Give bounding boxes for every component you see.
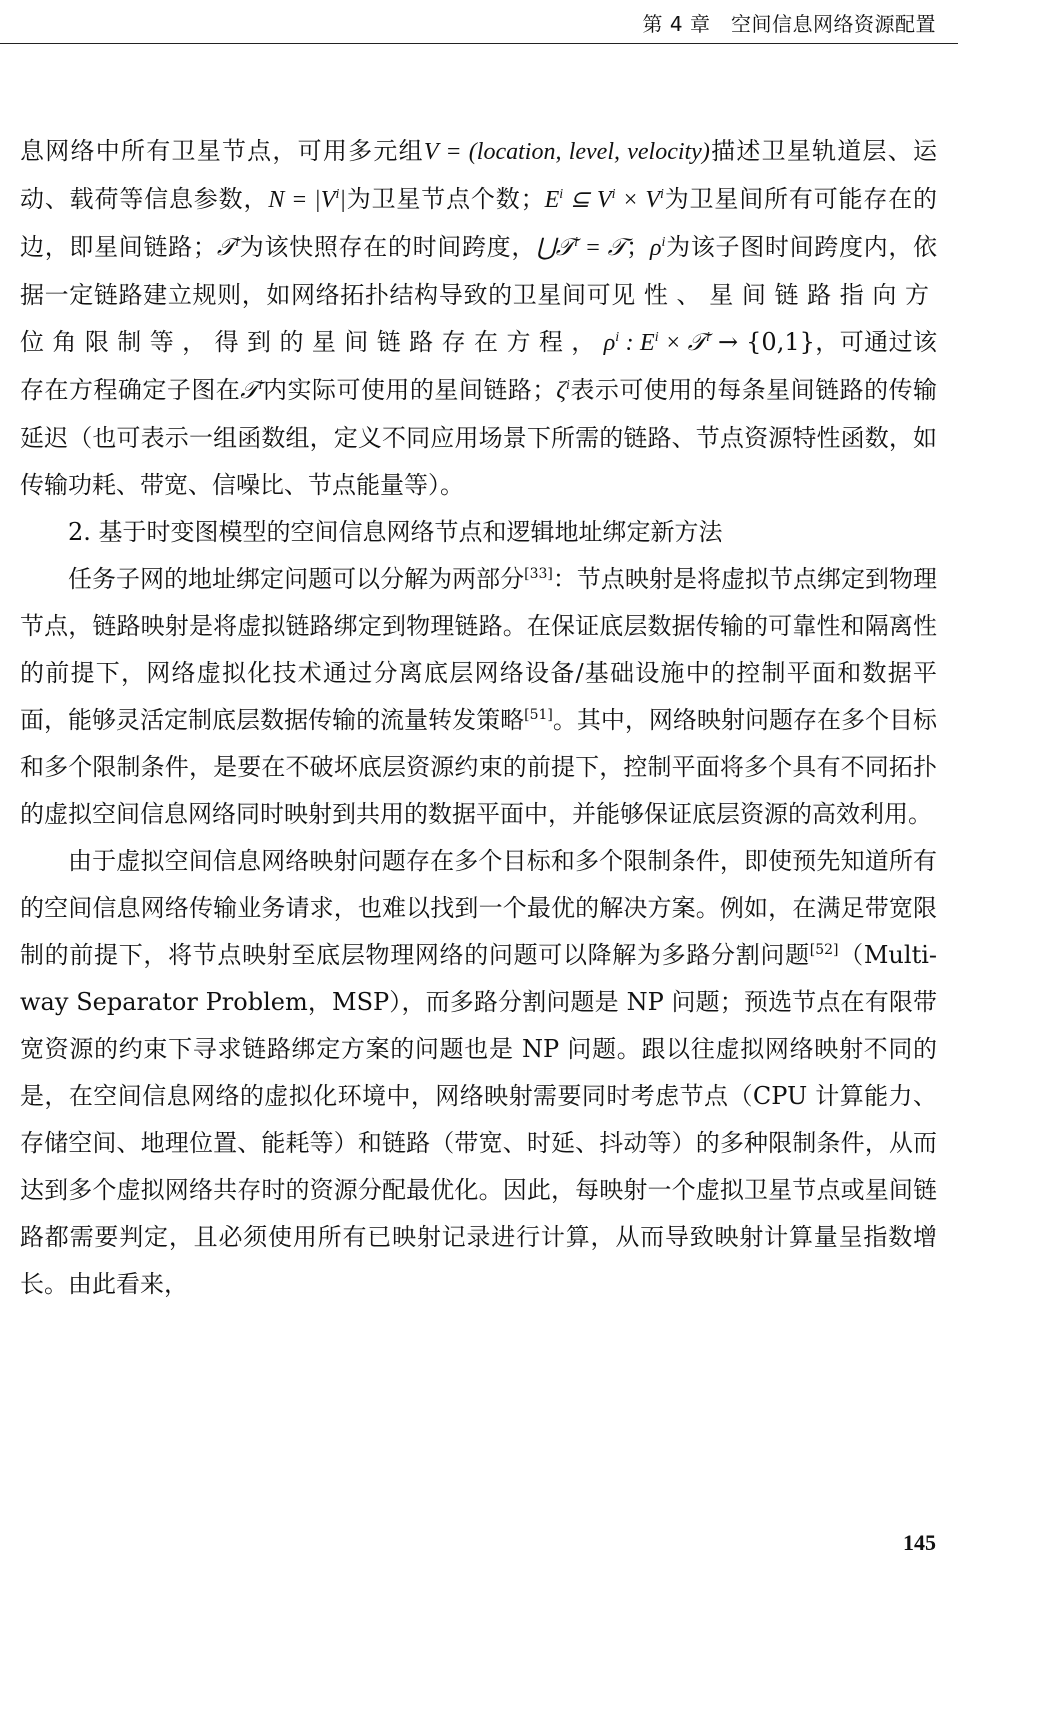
math-subset: ⊆ V <box>563 187 612 213</box>
text-run: 为卫星节点个数； <box>345 185 545 213</box>
math-eq: = 𝒯 <box>578 235 627 261</box>
text-run: 由于虚拟空间信息网络映射问题存在多个目标和多个限制条件，即使预先知道所有的空间信息网络传输业务请求，也难以找到一个最优的解决方案。例如，在满足带宽限制的前提下，将节点映射至底层物理网络的问题可以降解为多路分割问题 <box>20 847 937 969</box>
math-sup: i <box>574 235 579 250</box>
text-run: 内实际可使用的星间链 <box>262 376 508 404</box>
math-sup: i <box>235 235 240 250</box>
math-times-t: × 𝒯 <box>658 330 707 356</box>
math-t: 𝒯 <box>240 378 259 404</box>
math-sup: i <box>615 330 620 345</box>
math-e: E <box>544 187 560 213</box>
text-run: 描述卫星轨道 <box>709 137 863 165</box>
math-sup: i <box>611 187 616 202</box>
text-run: 息网络中所有卫星节点，可用多元组 <box>20 137 424 165</box>
text-run: 表示可使用的每条星间链路的传输延迟（也可表示一组函数组，定义不 <box>20 376 938 452</box>
math-times: × V <box>615 187 660 213</box>
text-run: 任务子网的地址绑定问题可以分解为两部分 <box>68 565 525 593</box>
citation: [51] <box>524 707 553 723</box>
math-sup: i <box>654 330 659 345</box>
paragraph-continued <box>20 128 937 509</box>
running-header <box>0 0 958 44</box>
math-sup: i <box>566 378 570 393</box>
text-run: 路； <box>507 376 557 404</box>
text-run: 该子图时间跨度内，依据一定链路建立规则，如网络拓扑结构导致的卫星间可 <box>20 233 938 309</box>
text-run: 节点能量等）。 <box>308 471 464 499</box>
math-sup: i <box>659 187 664 202</box>
text-run: 有可能存在的边，即星间链路； <box>20 185 938 261</box>
page-body <box>20 128 937 1308</box>
text-run: 为 <box>665 233 691 261</box>
math-set: → {0,1} <box>709 328 815 356</box>
text-run: ； <box>626 233 651 261</box>
text-run: ：节点映射是将虚拟节点绑定到物理节点，链路映射是将虚拟链路绑定到物理链路。在保证底层数据传输的可靠性和隔离性的前提下，网络虚拟化技术通过分离底层网络设备/基础设施中的控制平面和数据平面，能够灵活定制底层数据传输的流量转发策略 <box>20 565 938 734</box>
math-n: N = |V <box>268 187 336 213</box>
text-run: 见性、星间链路指向方位角限制等，得到的星间链路存在方程， <box>20 281 938 356</box>
math-zeta: ζ <box>556 378 566 404</box>
math-rho: ρ <box>603 330 616 356</box>
page-number: 145 <box>903 1530 936 1555</box>
math-t: 𝒯 <box>216 235 236 261</box>
math-union: ⋃𝒯 <box>536 235 575 261</box>
text-run: ，可通过该存在方程确定子图在 <box>20 328 938 404</box>
math-sup: i <box>706 330 710 345</box>
math-sup: i <box>559 187 564 202</box>
math-map: : E <box>619 330 655 356</box>
section-heading: 2. 基于时变图模型的空间信息网络节点和逻辑地址绑定新方法 <box>68 518 723 546</box>
text-run: 为该快照存在的时间跨度， <box>239 233 537 261</box>
text-run: （Multi-way Separator Problem，MSP），而多路分割问题是 NP 问题；预选节点在有限带宽资源的约束下寻求链路绑定方案的问题也是 NP 问题。跟以往虚拟网络映射不同的是，在空间信息网络的虚拟化环境中，网络映射需要同时考虑节点（CPU 计算能力、存储空间、地理位置、能耗等）和链路（带宽、时延、抖动等）的多种限制条件，从而达到多个虚拟网络共存时的资源分配最优化。因此，每映射一个虚拟卫星节点或星间链路都需要判定，且必须使用所有已映射记录进行计算，从而导致映射计算量呈指数增长。由此看来， <box>20 941 937 1298</box>
text-run: 。其中，网络映射问题存在多个目标和多个限制条件，是要在不破坏底层资源约束的前提下，控制平面将多个具有不同拓扑的虚拟空间信息网络同时映射到共用的数据平面中，并能够保证底层资源的高效利用。 <box>20 706 937 828</box>
citation: [52] <box>809 942 839 958</box>
text-run: 层、运动、载荷等信息参数， <box>20 137 938 213</box>
text-run: 同应用场景下所需的链路、节点资源特性函数，如传输功耗、带宽、信噪比、 <box>20 424 938 499</box>
paragraph <box>20 838 937 1308</box>
math-sup: i <box>661 235 666 250</box>
chapter-header-title: 第 4 章 空间信息网络资源配置 <box>642 12 936 36</box>
math-bar: | <box>339 187 346 213</box>
text-run: 为卫星间所 <box>663 185 789 213</box>
math-tuple: V = (location, level, velocity) <box>423 139 710 165</box>
paragraph <box>20 556 937 838</box>
math-sup: i <box>335 187 340 202</box>
math-sup: i <box>258 378 263 393</box>
math-rho: ρ <box>650 235 662 261</box>
citation: [33] <box>524 566 553 582</box>
